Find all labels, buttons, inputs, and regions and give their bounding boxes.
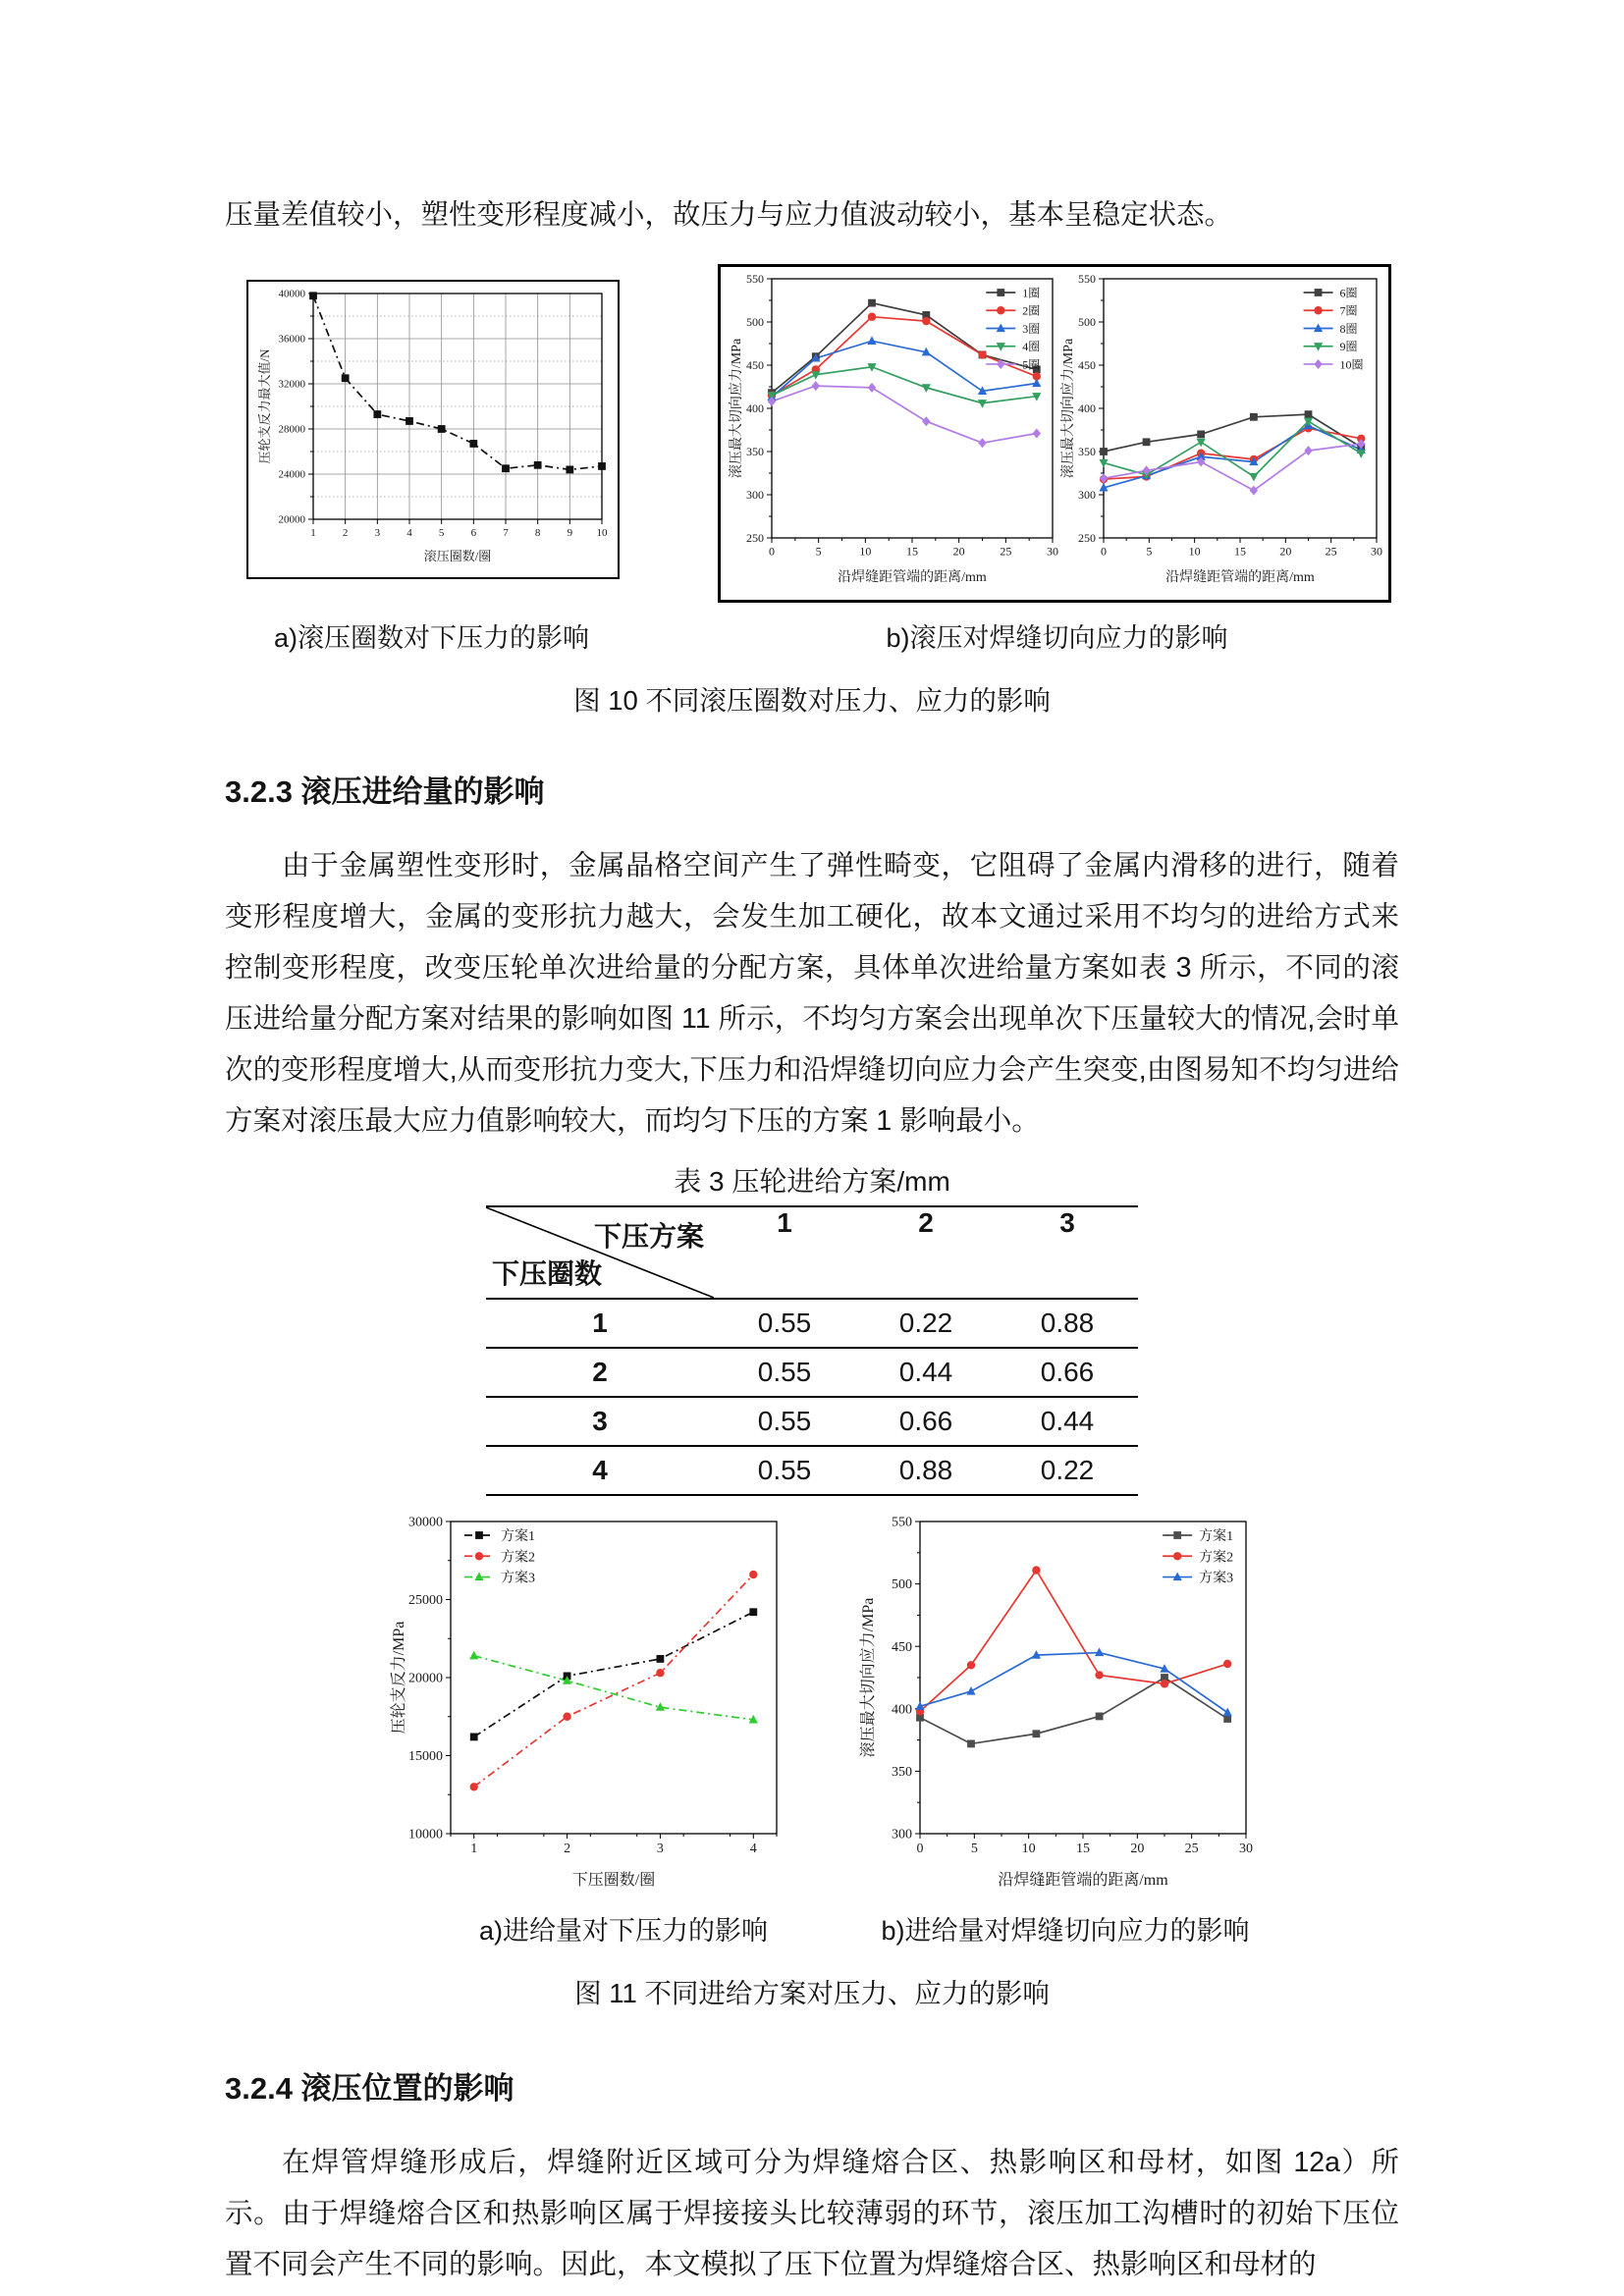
figure-11-gap bbox=[788, 1512, 857, 1897]
svg-text:15: 15 bbox=[1234, 544, 1246, 559]
svg-text:4圈: 4圈 bbox=[1022, 340, 1041, 354]
figure-11 bbox=[388, 1512, 1399, 1897]
header-plan-label: 下压方案 bbox=[593, 1221, 704, 1252]
svg-text:2: 2 bbox=[342, 526, 349, 539]
figure-10a-caption: a)滚压圈数对下压力的影响 bbox=[273, 623, 589, 653]
svg-text:2圈: 2圈 bbox=[1022, 303, 1041, 318]
svg-text:24000: 24000 bbox=[278, 468, 305, 481]
section-3-2-4-heading: 3.2.4 滚压位置的影响 bbox=[225, 2071, 514, 2106]
svg-text:沿焊缝距管端的距离/mm: 沿焊缝距管端的距离/mm bbox=[1165, 570, 1315, 585]
header-pass-label: 下压圈数 bbox=[492, 1258, 603, 1289]
table-row bbox=[486, 1299, 1138, 1348]
svg-text:36000: 36000 bbox=[278, 333, 305, 346]
column-header-plan-3: 3 bbox=[1059, 1207, 1075, 1238]
svg-text:10000: 10000 bbox=[408, 1827, 443, 1842]
cell: 0.88 bbox=[898, 1455, 953, 1485]
svg-text:25000: 25000 bbox=[408, 1593, 443, 1609]
svg-text:1: 1 bbox=[470, 1842, 478, 1857]
svg-text:压轮支反力最大值/N: 压轮支反力最大值/N bbox=[257, 348, 272, 464]
table-3-diagonal-header bbox=[486, 1206, 714, 1299]
svg-text:30000: 30000 bbox=[408, 1515, 443, 1530]
svg-text:10: 10 bbox=[1188, 544, 1201, 559]
svg-text:10: 10 bbox=[1021, 1842, 1036, 1857]
svg-text:500: 500 bbox=[1078, 314, 1096, 329]
svg-text:滚压最大切向应力/MPa: 滚压最大切向应力/MPa bbox=[860, 1597, 877, 1758]
svg-text:30: 30 bbox=[1047, 544, 1058, 559]
svg-text:5: 5 bbox=[1146, 544, 1153, 559]
column-header-plan-1: 1 bbox=[777, 1207, 792, 1238]
table-row bbox=[486, 1397, 1138, 1446]
svg-text:550: 550 bbox=[1078, 273, 1096, 286]
svg-text:方案2: 方案2 bbox=[1199, 1550, 1234, 1566]
cell: 0.44 bbox=[1040, 1406, 1095, 1436]
cell: 0.55 bbox=[757, 1357, 812, 1387]
svg-text:方案3: 方案3 bbox=[501, 1571, 535, 1586]
svg-text:20: 20 bbox=[1130, 1842, 1145, 1857]
svg-text:沿焊缝距管端的距离/mm: 沿焊缝距管端的距离/mm bbox=[838, 570, 987, 585]
svg-text:8: 8 bbox=[534, 526, 541, 539]
svg-text:滚压最大切向应力/MPa: 滚压最大切向应力/MPa bbox=[730, 338, 744, 479]
svg-text:25: 25 bbox=[1184, 1842, 1199, 1857]
svg-text:10: 10 bbox=[596, 526, 608, 539]
svg-text:5: 5 bbox=[438, 526, 445, 539]
cell: 0.22 bbox=[1040, 1455, 1095, 1485]
figure-11-caption: 图 11 不同进给方案对压力、应力的影响 bbox=[574, 1978, 1050, 2008]
svg-text:400: 400 bbox=[1078, 400, 1096, 415]
section-3-2-4-paragraph: 在焊管焊缝形成后，焊缝附近区域可分为焊缝熔合区、热影响区和母材，如图 12a）所示。由于焊缝熔合区和热影响区属于焊接接头比较薄弱的环节，滚压加工沟槽时的初始下压位置不同会产生不同的影响。因此，本文模拟了压下位置为焊缝熔合区、热影响区和母材的 bbox=[225, 2147, 1399, 2280]
svg-text:3圈: 3圈 bbox=[1022, 321, 1041, 336]
table-3-caption: 表 3 压轮进给方案/mm bbox=[674, 1166, 950, 1197]
svg-text:下压圈数/圈: 下压圈数/圈 bbox=[571, 1872, 656, 1889]
figure-11a-caption: a)进给量对下压力的影响 bbox=[478, 1916, 768, 1946]
svg-text:400: 400 bbox=[746, 400, 764, 415]
svg-text:32000: 32000 bbox=[278, 378, 305, 391]
svg-text:方案3: 方案3 bbox=[1199, 1571, 1234, 1586]
svg-text:3: 3 bbox=[656, 1842, 664, 1857]
chart-tangential-stress-passes-6-10 bbox=[1058, 273, 1382, 594]
svg-text:350: 350 bbox=[892, 1765, 912, 1781]
figure-10a-box bbox=[246, 280, 620, 579]
svg-text:7: 7 bbox=[503, 526, 509, 539]
cell: 0.88 bbox=[1040, 1308, 1095, 1338]
svg-text:15: 15 bbox=[1076, 1842, 1090, 1857]
cell: 0.55 bbox=[757, 1455, 812, 1485]
table-row bbox=[486, 1348, 1138, 1397]
svg-text:0: 0 bbox=[916, 1842, 924, 1857]
cell: 0.55 bbox=[757, 1406, 812, 1436]
svg-text:6: 6 bbox=[470, 526, 477, 539]
svg-text:350: 350 bbox=[1078, 444, 1096, 458]
svg-text:300: 300 bbox=[1078, 487, 1096, 502]
svg-text:250: 250 bbox=[1078, 530, 1096, 545]
svg-text:0: 0 bbox=[769, 544, 775, 559]
svg-text:20: 20 bbox=[1279, 544, 1292, 559]
cell: 0.66 bbox=[1040, 1357, 1095, 1387]
intro-paragraph: 压量差值较小，塑性变形程度减小，故压力与应力值波动较小，基本呈稳定状态。 bbox=[225, 199, 1233, 231]
svg-text:10: 10 bbox=[859, 544, 872, 559]
svg-text:450: 450 bbox=[892, 1639, 912, 1655]
svg-text:20000: 20000 bbox=[278, 513, 305, 526]
section-3-2-3-heading: 3.2.3 滚压进给量的影响 bbox=[225, 774, 545, 809]
row-label: 2 bbox=[592, 1357, 608, 1387]
svg-text:28000: 28000 bbox=[278, 423, 305, 436]
figure-10b-box bbox=[718, 264, 1391, 603]
svg-text:3: 3 bbox=[374, 526, 381, 539]
cell: 0.44 bbox=[898, 1357, 953, 1387]
svg-text:500: 500 bbox=[746, 314, 764, 329]
svg-text:250: 250 bbox=[746, 530, 764, 545]
row-label: 1 bbox=[592, 1308, 608, 1338]
figure-10-caption: 图 10 不同滚压圈数对压力、应力的影响 bbox=[573, 685, 1051, 716]
svg-text:30: 30 bbox=[1239, 1842, 1253, 1857]
svg-text:550: 550 bbox=[746, 273, 764, 286]
chart-feed-plan-tangential-stress bbox=[857, 1512, 1258, 1897]
svg-text:550: 550 bbox=[892, 1515, 912, 1530]
svg-text:15000: 15000 bbox=[408, 1749, 443, 1765]
svg-text:25: 25 bbox=[1000, 544, 1012, 559]
table-3-header-row bbox=[486, 1206, 1138, 1299]
chart-tangential-stress-passes-1-5 bbox=[727, 273, 1058, 594]
svg-text:沿焊缝距管端的距离/mm: 沿焊缝距管端的距离/mm bbox=[998, 1872, 1168, 1889]
svg-text:30: 30 bbox=[1371, 544, 1382, 559]
svg-text:8圈: 8圈 bbox=[1339, 321, 1358, 336]
svg-text:6圈: 6圈 bbox=[1339, 286, 1358, 300]
svg-text:压轮支反力/MPa: 压轮支反力/MPa bbox=[391, 1621, 407, 1735]
svg-text:方案1: 方案1 bbox=[501, 1529, 535, 1545]
figure-11-subcaptions bbox=[225, 1909, 1399, 1948]
cell: 0.66 bbox=[898, 1406, 953, 1436]
cell: 0.55 bbox=[757, 1308, 812, 1338]
svg-text:40000: 40000 bbox=[278, 288, 305, 300]
table-row bbox=[486, 1446, 1138, 1495]
svg-text:9: 9 bbox=[567, 526, 573, 539]
svg-text:400: 400 bbox=[892, 1702, 912, 1718]
svg-text:5圈: 5圈 bbox=[1022, 357, 1041, 372]
row-label: 4 bbox=[592, 1455, 608, 1485]
svg-text:300: 300 bbox=[746, 487, 764, 502]
cell: 0.22 bbox=[898, 1308, 953, 1338]
svg-text:300: 300 bbox=[892, 1827, 912, 1842]
svg-text:2: 2 bbox=[564, 1842, 571, 1857]
svg-text:450: 450 bbox=[1078, 357, 1096, 372]
row-label: 3 bbox=[592, 1406, 608, 1436]
svg-text:1圈: 1圈 bbox=[1022, 286, 1041, 300]
section-3-2-3-paragraph: 由于金属塑性变形时，金属晶格空间产生了弹性畸变，它阻碍了金属内滑移的进行，随着变形程度增大，金属的变形抗力越大，会发生加工硬化，故本文通过采用不均匀的进给方式来控制变形程度，改变压轮单次进给量的分配方案，具体单次进给量方案如表 3 所示，不同的滚压进给量分配方案对结果的影响如图 11 所示，不均匀方案会出现单次下压量较大的情况,会时单次的变形程度增大,从而变形抗力变大,下压力和沿焊缝切向应力会产生突变,由图易知不均匀进给方案对滚压最大应力值影响较大，而均匀下压的方案 1 影响最小。 bbox=[225, 850, 1399, 1137]
svg-text:500: 500 bbox=[892, 1577, 912, 1593]
svg-text:10圈: 10圈 bbox=[1339, 357, 1364, 372]
svg-text:20000: 20000 bbox=[408, 1671, 443, 1686]
figure-10 bbox=[225, 264, 1399, 603]
svg-text:5: 5 bbox=[970, 1842, 978, 1857]
chart-rolling-passes-force bbox=[256, 286, 610, 573]
table-3 bbox=[486, 1205, 1138, 1496]
figure-10-subcaptions bbox=[225, 616, 1399, 655]
svg-text:25: 25 bbox=[1325, 544, 1337, 559]
chart-feed-plan-force bbox=[388, 1512, 788, 1897]
svg-text:5: 5 bbox=[815, 544, 822, 559]
svg-text:20: 20 bbox=[952, 544, 965, 559]
svg-text:4: 4 bbox=[749, 1842, 757, 1857]
svg-text:450: 450 bbox=[746, 357, 764, 372]
figure-11b-caption: b)进给量对焊缝切向应力的影响 bbox=[881, 1916, 1250, 1946]
svg-text:滚压最大切向应力/MPa: 滚压最大切向应力/MPa bbox=[1061, 338, 1076, 479]
figure-10b-caption: b)滚压对焊缝切向应力的影响 bbox=[886, 623, 1228, 653]
svg-text:7圈: 7圈 bbox=[1339, 303, 1358, 318]
svg-text:9圈: 9圈 bbox=[1339, 340, 1358, 354]
svg-text:15: 15 bbox=[906, 544, 918, 559]
svg-text:方案2: 方案2 bbox=[501, 1550, 535, 1566]
svg-text:1: 1 bbox=[310, 526, 316, 539]
svg-text:4: 4 bbox=[406, 526, 412, 539]
svg-text:方案1: 方案1 bbox=[1199, 1529, 1234, 1545]
svg-text:350: 350 bbox=[746, 444, 764, 458]
svg-text:0: 0 bbox=[1101, 544, 1107, 559]
svg-text:滚压圈数/圈: 滚压圈数/圈 bbox=[423, 549, 492, 563]
column-header-plan-2: 2 bbox=[918, 1207, 934, 1238]
